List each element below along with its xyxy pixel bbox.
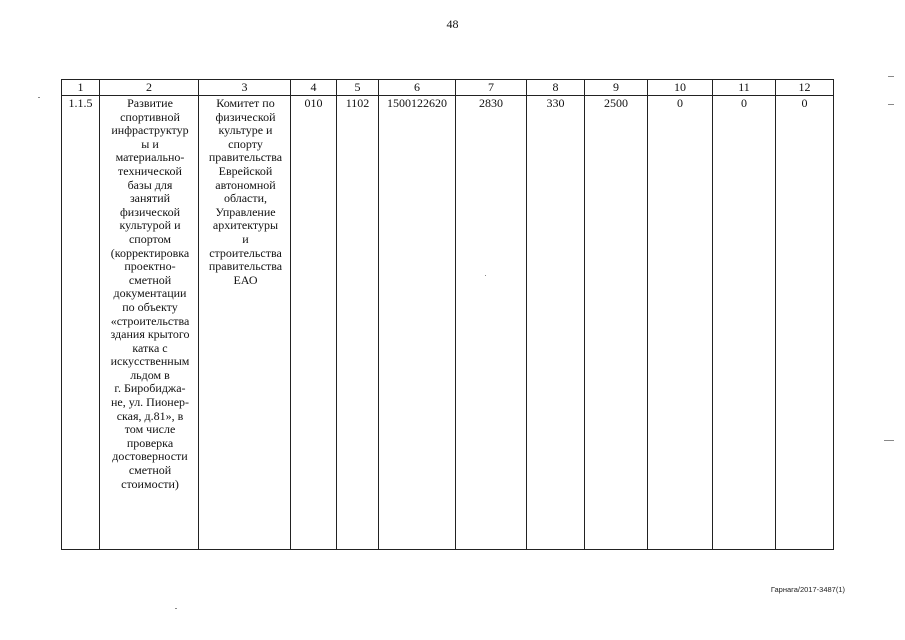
col12-cell: 0 — [776, 96, 834, 550]
text-line: спорту — [228, 136, 263, 151]
text-line: искусственным — [110, 354, 190, 369]
text-line: Развитие — [127, 96, 173, 110]
text-line: правительства — [208, 150, 283, 165]
scan-speck — [38, 97, 40, 98]
header-cell-2: 2 — [100, 80, 199, 96]
text-line: спортивной — [120, 109, 180, 124]
description-cell — [100, 96, 199, 550]
table-header-row — [62, 80, 834, 96]
text-line: стоимости) — [121, 476, 179, 491]
text-line: том числе — [124, 422, 176, 437]
text-line: строительства — [209, 245, 282, 260]
text-line: не, ул. Пионер- — [110, 395, 190, 410]
text-line: Комитет по — [216, 96, 275, 110]
col9-cell: 2500 — [585, 96, 648, 550]
col5-cell: 1102 — [337, 96, 379, 550]
col7-cell: 2830 — [456, 96, 527, 550]
text-line: сметной — [128, 463, 172, 478]
row-number-cell: 1.1.5 — [62, 96, 100, 550]
table-row — [62, 96, 834, 550]
text-line: г. Биробиджа- — [114, 381, 186, 396]
header-cell-9: 9 — [585, 80, 648, 96]
text-line: проверка — [126, 435, 174, 450]
scan-speck — [888, 104, 894, 105]
text-line: спортом — [128, 231, 172, 246]
text-line: культурой и — [119, 218, 181, 233]
text-line: ская, д.81», в — [116, 408, 184, 423]
text-line: здания крытого — [110, 327, 190, 342]
text-line: архитектуры — [212, 218, 279, 233]
text-line: Еврейской — [218, 163, 273, 178]
text-line: катка с — [132, 340, 168, 355]
budget-table — [61, 79, 834, 550]
text-line: базы для — [127, 177, 173, 192]
document-code: Гарнага/2017-3487(1) — [770, 585, 845, 594]
text-line: физической — [215, 109, 276, 124]
executor-cell — [199, 96, 291, 550]
text-line: правительства — [208, 259, 283, 274]
text-line: физической — [120, 204, 180, 219]
description-lines — [103, 97, 197, 491]
header-cell-8: 8 — [527, 80, 585, 96]
text-line: культуре и — [218, 123, 273, 138]
text-line: ЕАО — [233, 272, 258, 287]
header-cell-3: 3 — [199, 80, 291, 96]
header-cell-11: 11 — [713, 80, 776, 96]
col4-cell: 010 — [291, 96, 337, 550]
text-line: (корректировка — [110, 245, 190, 260]
col11-cell: 0 — [713, 96, 776, 550]
text-line: «строительства — [110, 313, 190, 328]
text-line: по объекту — [122, 299, 178, 314]
header-cell-12: 12 — [776, 80, 834, 96]
text-line: технической — [118, 163, 182, 178]
text-line: инфраструктур — [111, 123, 189, 138]
text-line: и — [242, 231, 249, 246]
scan-speck — [485, 275, 486, 276]
header-cell-6: 6 — [379, 80, 456, 96]
scan-speck — [175, 608, 177, 609]
text-line: занятий — [129, 191, 171, 206]
text-line: Управление — [215, 204, 276, 219]
text-line: сметной — [128, 272, 172, 287]
header-cell-7: 7 — [456, 80, 527, 96]
header-cell-10: 10 — [648, 80, 713, 96]
text-line: проектно- — [124, 259, 176, 274]
text-line: льдом в — [130, 367, 170, 382]
text-line: материально- — [115, 150, 185, 165]
col6-cell: 1500122620 — [379, 96, 456, 550]
scan-speck — [888, 76, 894, 77]
page-number: 48 — [446, 17, 459, 31]
text-line: ы и — [141, 136, 159, 151]
header-cell-4: 4 — [291, 80, 337, 96]
text-line: достоверности — [112, 449, 188, 464]
text-line: автономной — [215, 177, 276, 192]
text-line: области, — [223, 191, 268, 206]
col10-cell: 0 — [648, 96, 713, 550]
text-line: документации — [113, 286, 187, 301]
scan-speck — [884, 440, 894, 441]
executor-lines — [202, 97, 289, 287]
header-cell-1: 1 — [62, 80, 100, 96]
col8-cell: 330 — [527, 96, 585, 550]
header-cell-5: 5 — [337, 80, 379, 96]
